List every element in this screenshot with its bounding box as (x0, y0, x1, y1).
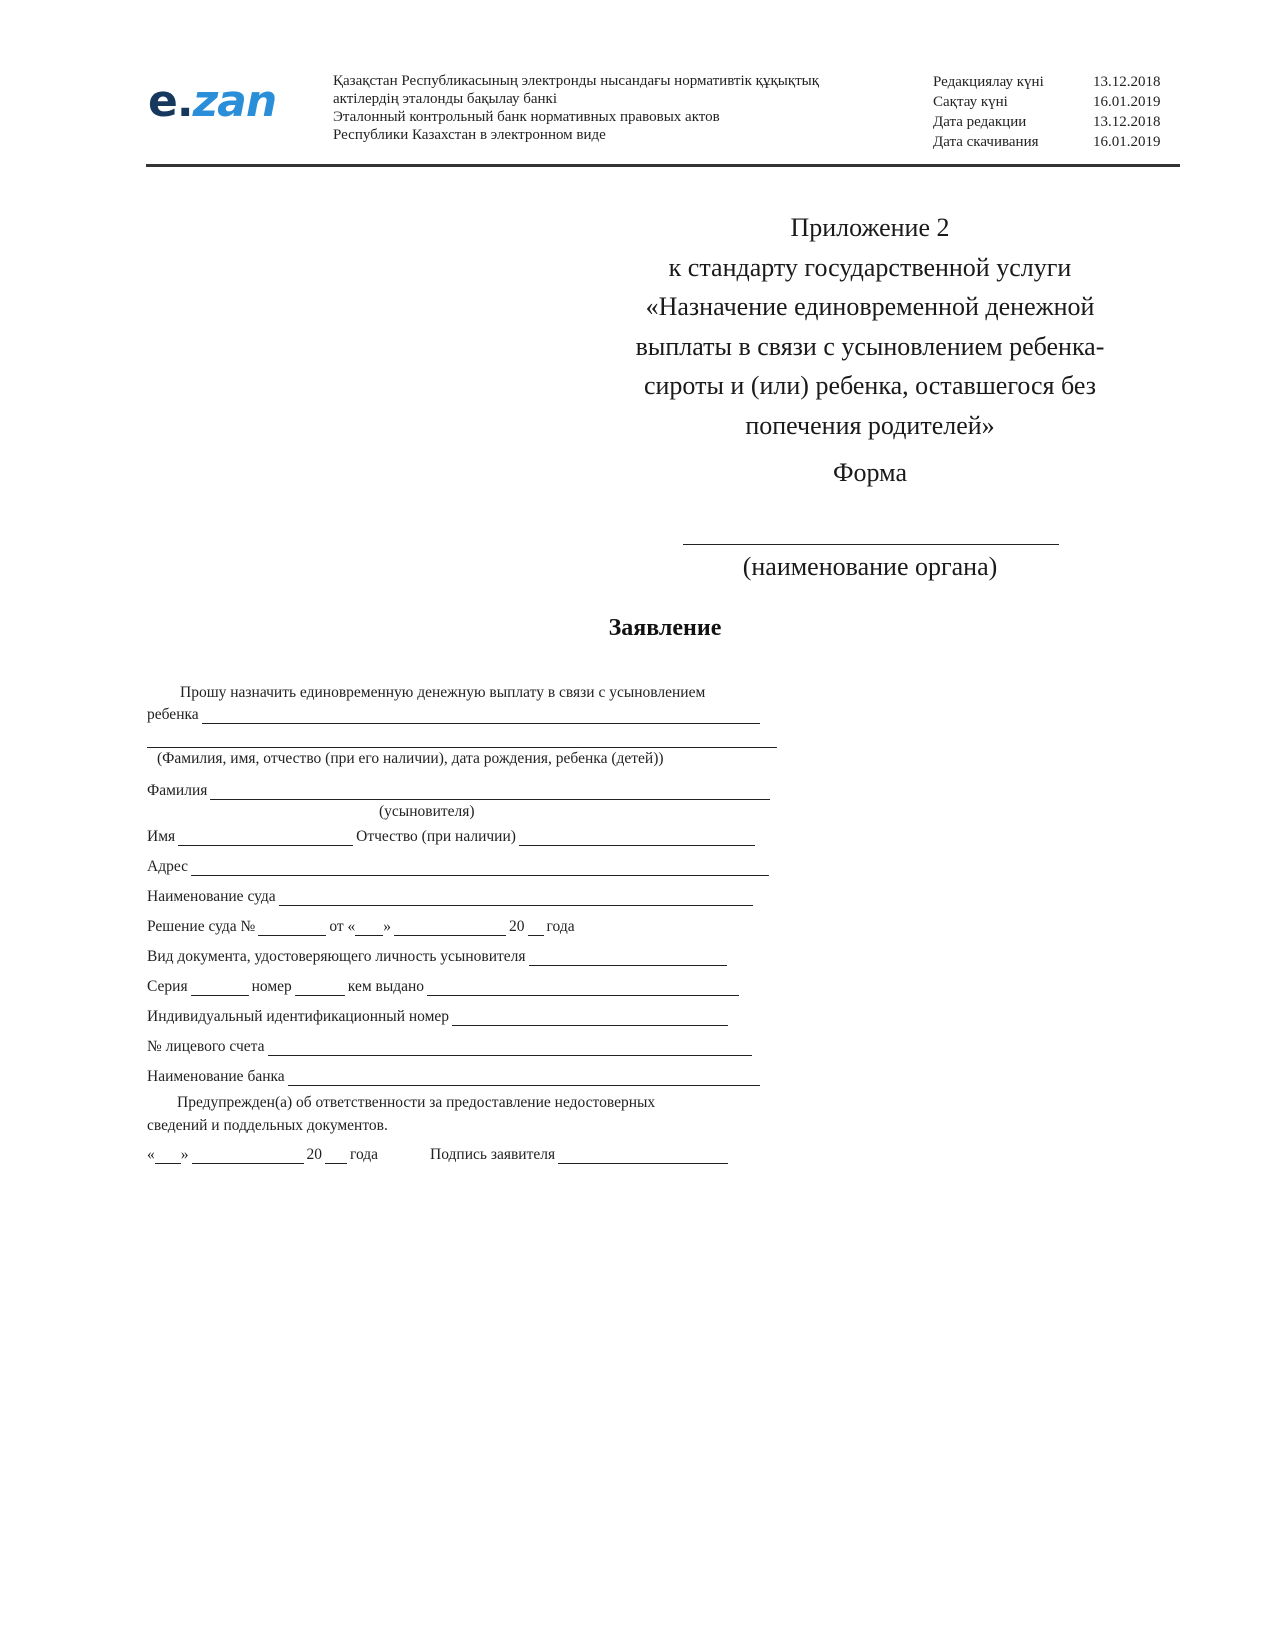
adopter-caption: (усыновителя) (379, 803, 475, 820)
appendix-line: к стандарту государственной услуги (668, 252, 1072, 282)
header-dates (933, 72, 1173, 152)
signature-label: Подпись заявителя (430, 1146, 556, 1163)
warning-line-2: сведений и поддельных документов. (147, 1117, 388, 1134)
date-year-suffix: года (350, 1146, 379, 1163)
date-year-prefix: 20 (306, 1146, 322, 1163)
series-label: Серия (147, 978, 188, 995)
decision-from-label: от « (329, 918, 356, 935)
date-year-field[interactable] (325, 1148, 347, 1164)
decision-quote-close: » (383, 918, 392, 935)
address-line (147, 856, 772, 876)
address-label: Адрес (147, 858, 188, 875)
date-row (933, 92, 1173, 112)
header-line: Эталонный контрольный банк нормативных правовых актов (333, 109, 720, 125)
date-value: 16.01.2019 (1093, 134, 1161, 150)
warning-line-1: Предупрежден(а) об ответственности за предоставление недостоверных (177, 1094, 656, 1111)
decision-year-suffix: года (546, 918, 575, 935)
surname-field[interactable] (210, 784, 770, 800)
appendix-line: «Назначение единовременной денежной (645, 292, 1095, 321)
date-value: 16.01.2019 (1093, 94, 1161, 110)
date-label: Редакциялау күні (933, 74, 1044, 90)
decision-year-field[interactable] (528, 920, 544, 936)
bank-line (147, 1066, 763, 1086)
account-line (147, 1036, 755, 1056)
header-divider (146, 164, 1180, 167)
logo-dot: . (176, 76, 193, 127)
patronymic-label: Отчество (при наличии) (356, 828, 516, 845)
date-row (933, 112, 1173, 132)
account-field[interactable] (268, 1040, 752, 1056)
id-doc-line (147, 946, 730, 966)
court-name-line (147, 886, 756, 906)
header-line: Республики Казахстан в электронном виде (333, 127, 606, 143)
appendix-line: выплаты в связи с усыновлением ребенка- (635, 331, 1105, 361)
patronymic-field[interactable] (519, 830, 755, 846)
number-field[interactable] (295, 980, 345, 996)
date-quote-close: » (180, 1146, 189, 1163)
decision-label: Решение суда № (147, 918, 256, 935)
court-name-field[interactable] (279, 890, 753, 906)
date-row (933, 72, 1173, 92)
appendix-heading (590, 208, 1150, 445)
header-line: актілердің эталонды бақылау банкі (333, 91, 557, 107)
date-day-field[interactable] (155, 1148, 181, 1164)
child-field[interactable] (202, 708, 760, 724)
decision-year-prefix: 20 (509, 918, 525, 935)
form-label: Форма (833, 458, 907, 487)
child-caption: (Фамилия, имя, отчество (при его наличии), дата рождения, ребенка (детей)) (157, 750, 664, 767)
bank-label: Наименование банка (147, 1068, 285, 1085)
bank-field[interactable] (288, 1070, 760, 1086)
iin-label: Индивидуальный идентификационный номер (147, 1008, 450, 1025)
date-value: 13.12.2018 (1093, 114, 1161, 130)
issued-by-field[interactable] (427, 980, 739, 996)
series-line (147, 976, 742, 996)
child-line (147, 704, 763, 724)
appendix-line: сироты и (или) ребенка, оставшегося без (643, 371, 1097, 400)
id-doc-field[interactable] (529, 950, 727, 966)
signature-field[interactable] (558, 1148, 728, 1164)
court-name-label: Наименование суда (147, 888, 276, 905)
organ-caption: (наименование органа) (742, 552, 998, 581)
document-title: Заявление (608, 615, 722, 641)
date-month-field[interactable] (192, 1148, 304, 1164)
account-label: № лицевого счета (147, 1038, 265, 1055)
number-label: номер (251, 978, 292, 995)
date-row (933, 132, 1173, 152)
date-signature-line (147, 1144, 731, 1164)
decision-month-field[interactable] (394, 920, 506, 936)
logo-e: e (148, 76, 177, 127)
logo-zan: zan (192, 76, 277, 127)
name-field[interactable] (178, 830, 353, 846)
child-label: ребенка (147, 706, 199, 723)
name-label: Имя (147, 828, 176, 845)
date-quote-open: « (147, 1146, 155, 1163)
header-line: Қазақстан Республикасының электронды нысандағы нормативтік құқықтық (333, 73, 820, 89)
appendix-line: Приложение 2 (790, 213, 950, 242)
issued-by-label: кем выдано (347, 978, 425, 995)
appendix-line: попечения родителей» (745, 410, 995, 440)
date-label: Сақтау күні (933, 94, 1008, 110)
court-decision-line (147, 916, 575, 936)
surname-label: Фамилия (147, 782, 208, 799)
decision-number-field[interactable] (258, 920, 326, 936)
intro-text: Прошу назначить единовременную денежную выплату в связи с усыновлением (180, 684, 706, 701)
intro-line (180, 682, 705, 702)
child-line-2 (147, 728, 780, 748)
organ-name-field[interactable] (683, 544, 1059, 545)
surname-line (147, 780, 773, 800)
date-value: 13.12.2018 (1093, 74, 1161, 90)
series-field[interactable] (191, 980, 249, 996)
date-label: Дата редакции (933, 114, 1027, 130)
id-doc-label: Вид документа, удостоверяющего личность усыновителя (147, 948, 526, 965)
date-label: Дата скачивания (933, 134, 1039, 150)
ezan-logo (148, 76, 277, 127)
decision-day-field[interactable] (355, 920, 383, 936)
iin-field[interactable] (452, 1010, 728, 1026)
address-field[interactable] (191, 860, 769, 876)
header-source-text (333, 72, 819, 144)
name-line (147, 826, 758, 846)
iin-line (147, 1006, 731, 1026)
child-field-2[interactable] (147, 732, 777, 748)
